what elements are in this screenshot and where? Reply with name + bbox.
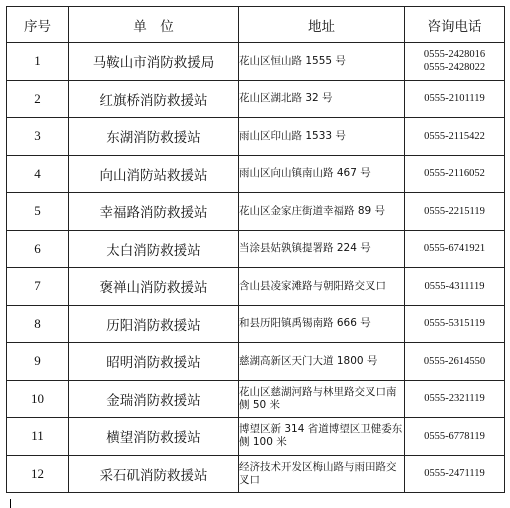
table-row <box>7 118 505 156</box>
station-phone <box>405 268 505 306</box>
station-name: 采石矶消防救援站 <box>69 455 239 493</box>
station-address: 雨山区印山路 1533 号 <box>239 118 405 156</box>
station-phone <box>405 343 505 381</box>
phone-number: 0555-2614550 <box>423 355 486 367</box>
table-row <box>7 43 505 81</box>
phone-number: 0555-2215119 <box>424 205 485 217</box>
row-number: 12 <box>7 455 69 493</box>
station-address: 博望区新 314 省道博望区卫健委东侧 100 米 <box>239 418 405 456</box>
table-row <box>7 305 505 343</box>
table-row <box>7 155 505 193</box>
row-number: 4 <box>7 155 69 193</box>
phone-number: 0555-2115422 <box>424 130 485 142</box>
station-address: 慈湖高新区天门大道 1800 号 <box>239 343 405 381</box>
table-row <box>7 418 505 456</box>
station-name: 向山消防站救援站 <box>69 155 239 193</box>
station-name: 马鞍山市消防救援局 <box>69 43 239 81</box>
station-address: 花山区湖北路 32 号 <box>239 80 405 118</box>
station-name: 历阳消防救援站 <box>69 305 239 343</box>
station-phone <box>405 155 505 193</box>
station-address: 花山区金家庄街道幸福路 89 号 <box>239 193 405 231</box>
row-number: 1 <box>7 43 69 81</box>
phone-number: 0555-2116052 <box>424 168 485 180</box>
station-address: 经济技术开发区梅山路与雨田路交叉口 <box>239 455 405 493</box>
row-number: 7 <box>7 268 69 306</box>
station-address: 花山区恒山路 1555 号 <box>239 43 405 81</box>
station-phone <box>405 380 505 418</box>
table-row <box>7 193 505 231</box>
station-phone <box>405 230 505 268</box>
phone-number: 0555-2428016 <box>423 49 486 61</box>
phone-number: 0555-5315119 <box>424 318 485 330</box>
station-name: 金瑞消防救援站 <box>69 380 239 418</box>
table-row <box>7 455 505 493</box>
station-address: 花山区慈湖河路与林里路交叉口南侧 50 米 <box>239 380 405 418</box>
row-number: 10 <box>7 380 69 418</box>
phone-number: 0555-2101119 <box>424 93 485 105</box>
station-address: 和县历阳镇禹锡南路 666 号 <box>239 305 405 343</box>
station-phone <box>405 455 505 493</box>
station-name: 横望消防救援站 <box>69 418 239 456</box>
station-address: 雨山区向山镇南山路 467 号 <box>239 155 405 193</box>
table-header-row <box>7 7 505 43</box>
station-phone <box>405 43 505 81</box>
phone-number: 0555-4311119 <box>424 280 485 292</box>
phone-number: 0555-2471119 <box>424 468 485 480</box>
station-name: 昭明消防救援站 <box>69 343 239 381</box>
station-name: 红旗桥消防救援站 <box>69 80 239 118</box>
phone-number: 0555-6778119 <box>424 430 485 442</box>
row-number: 8 <box>7 305 69 343</box>
row-number: 2 <box>7 80 69 118</box>
table-row <box>7 268 505 306</box>
row-number: 3 <box>7 118 69 156</box>
station-phone <box>405 118 505 156</box>
table-row <box>7 230 505 268</box>
table-row <box>7 380 505 418</box>
station-name: 褒禅山消防救援站 <box>69 268 239 306</box>
station-address: 当涂县姑孰镇提署路 224 号 <box>239 230 405 268</box>
station-phone <box>405 418 505 456</box>
fire-station-table <box>6 6 505 493</box>
text-cursor <box>10 499 11 508</box>
station-address: 含山县凌家滩路与朝阳路交叉口 <box>239 268 405 306</box>
phone-number: 0555-2428022 <box>423 62 486 74</box>
station-phone <box>405 193 505 231</box>
table-row <box>7 343 505 381</box>
row-number: 5 <box>7 193 69 231</box>
row-number: 9 <box>7 343 69 381</box>
station-phone <box>405 80 505 118</box>
station-name: 东湖消防救援站 <box>69 118 239 156</box>
header-no: 序号 <box>7 7 69 43</box>
header-address: 地址 <box>239 7 405 43</box>
phone-number: 0555-2321119 <box>424 393 485 405</box>
table-row <box>7 80 505 118</box>
table-body <box>7 43 505 493</box>
header-phone: 咨询电话 <box>405 7 505 43</box>
station-name: 太白消防救援站 <box>69 230 239 268</box>
row-number: 6 <box>7 230 69 268</box>
station-name: 幸福路消防救援站 <box>69 193 239 231</box>
header-unit: 单 位 <box>69 7 239 43</box>
phone-number: 0555-6741921 <box>423 243 486 255</box>
row-number: 11 <box>7 418 69 456</box>
station-phone <box>405 305 505 343</box>
